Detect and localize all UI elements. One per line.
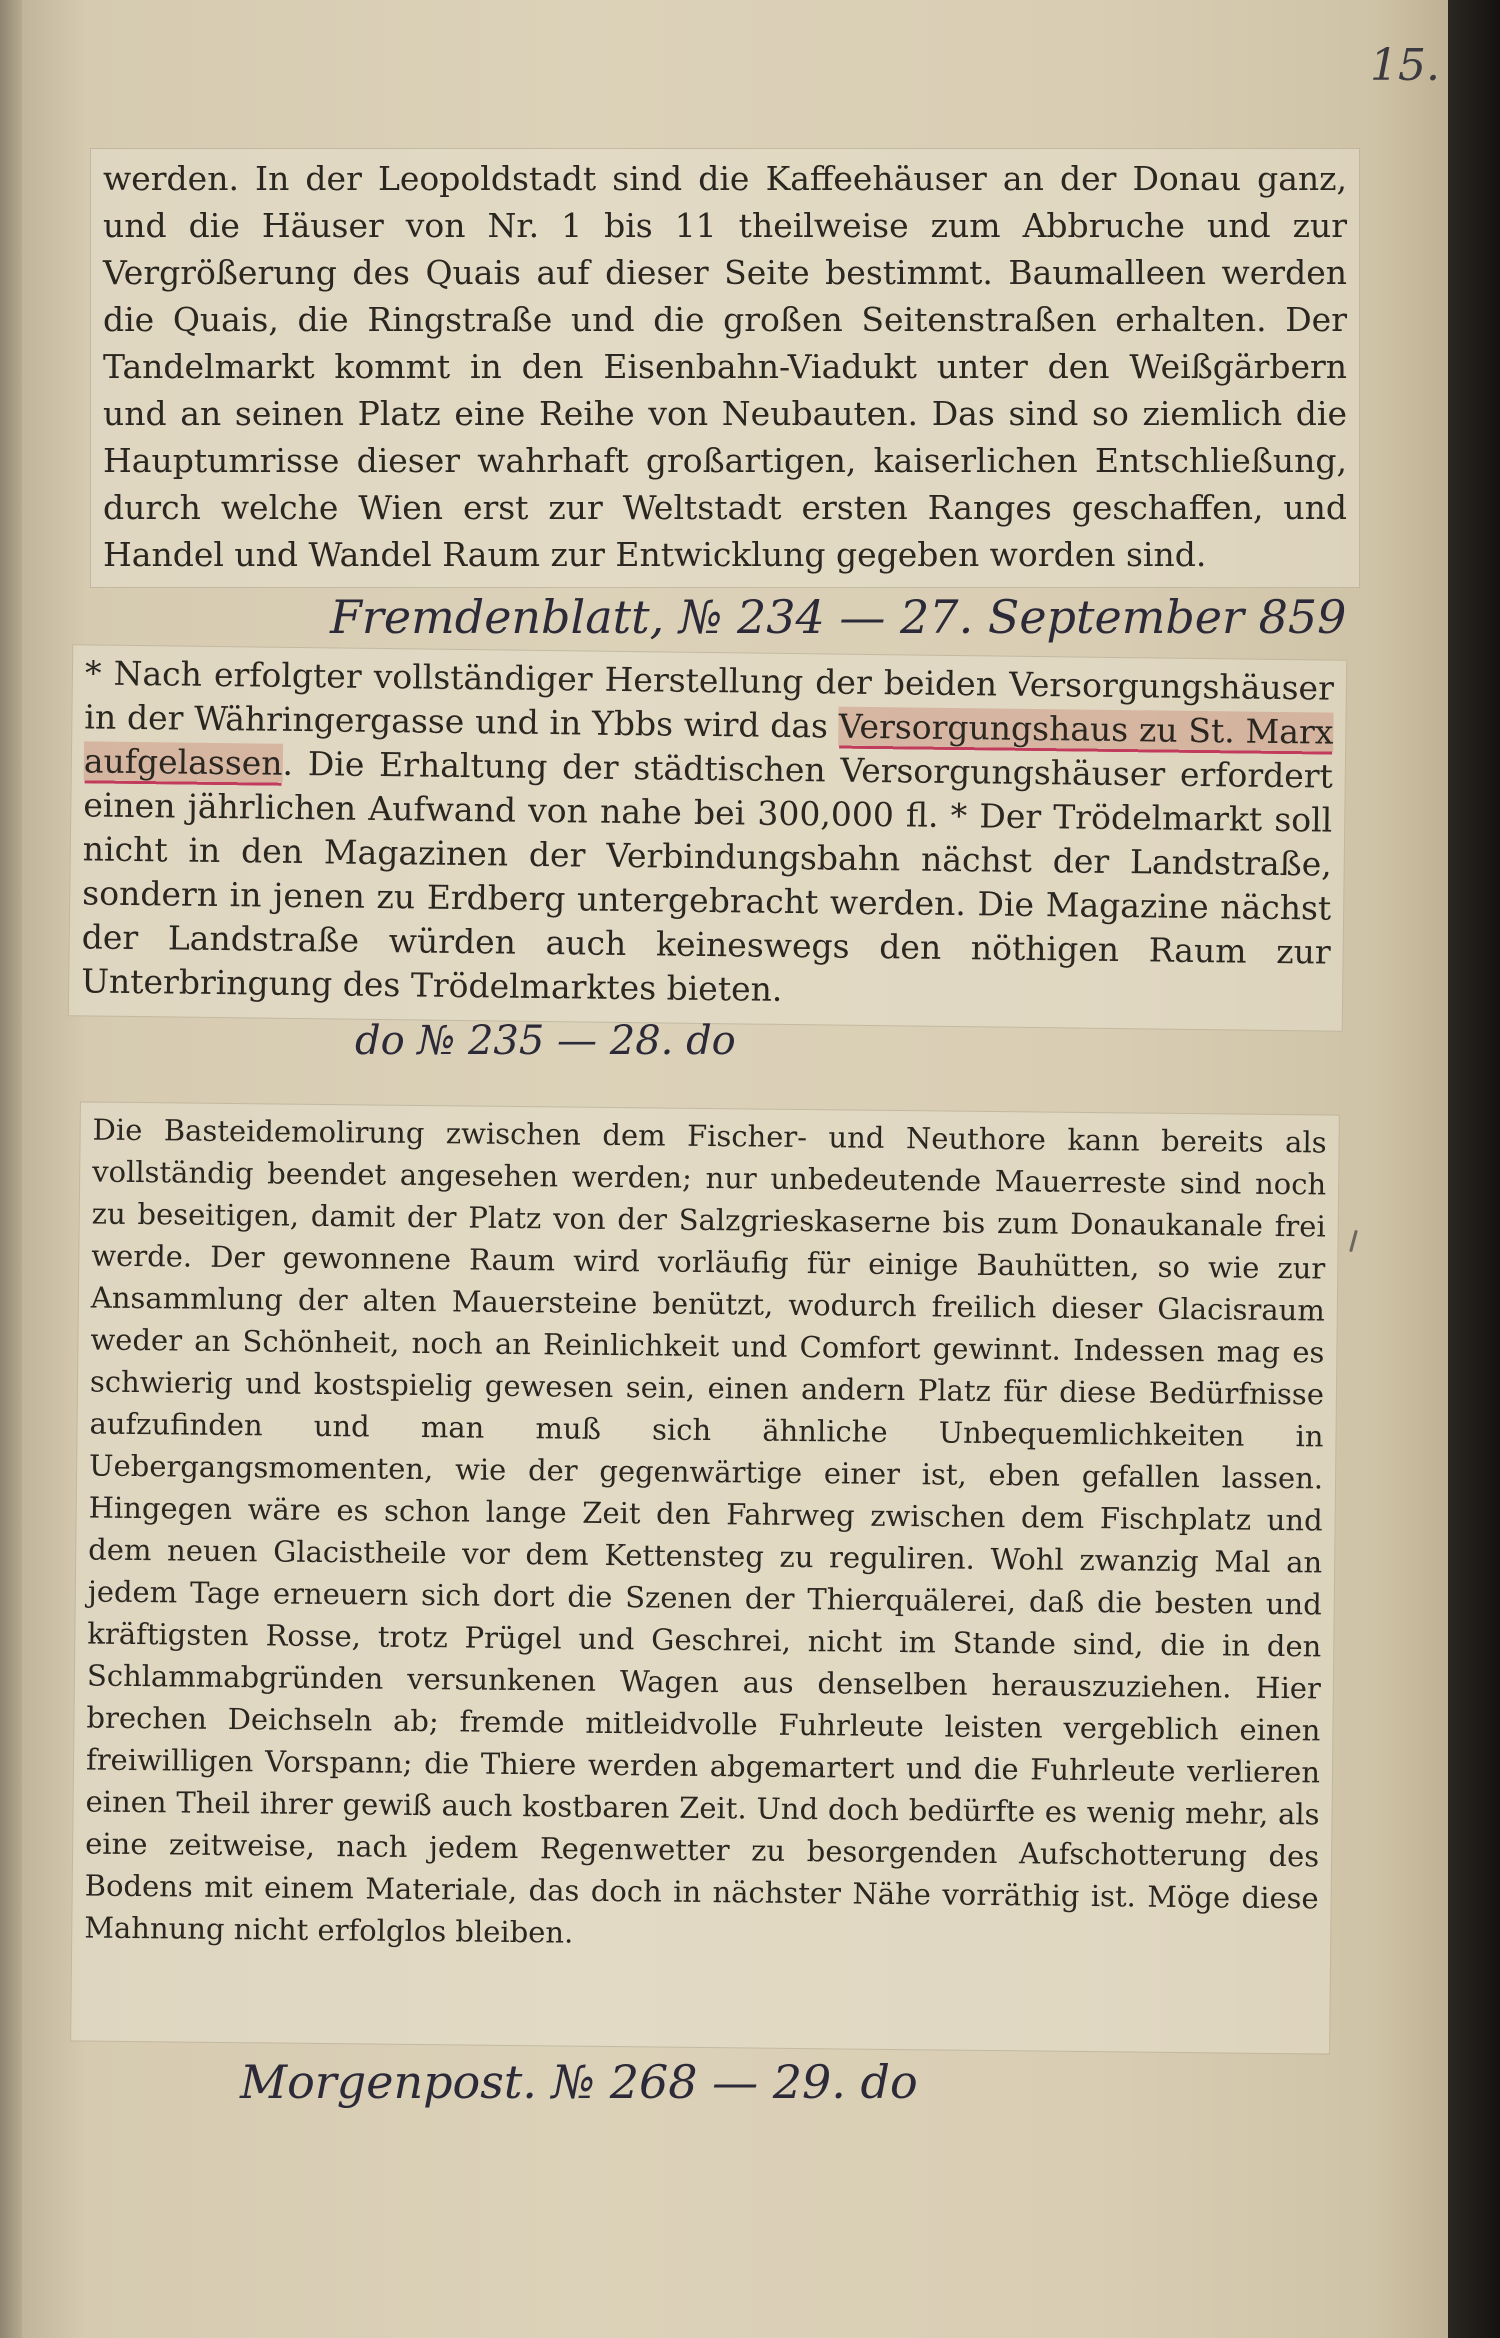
clipping-text-before: * Nach erfolgter vollständiger Herstellung der beiden Versorgungshäuser in der Währingergasse und in Ybbs wird das bbox=[84, 653, 1335, 746]
newspaper-clipping-2 bbox=[68, 644, 1347, 1032]
page-number: 15. bbox=[1370, 40, 1440, 91]
handwritten-source-note-1: Fremdenblatt, № 234 — 27. September 859 bbox=[330, 590, 1347, 644]
book-edge bbox=[1448, 0, 1500, 2338]
newspaper-clipping-1 bbox=[90, 148, 1360, 588]
clipping-text bbox=[81, 651, 1334, 1018]
handwritten-source-note-3: Morgenpost. № 268 — 29. do bbox=[240, 2055, 918, 2109]
handwritten-source-note-2: do № 235 — 28. do bbox=[355, 1018, 736, 1064]
clipping-text: werden. In der Leopoldstadt sind die Kaffeehäuser an der Donau ganz, und die Häuser von Nr. 1 bis 11 theilweise zum Abbruche und zur Vergrößerung des Quais auf dieser Seite bestimmt. Baumalleen werden die Quais, die Ringstraße und die großen Seitenstraßen erhalten. Der Tandelmarkt kommt in den Eisenbahn-Viadukt unter den Weißgärbern und an seinen Platz eine Reihe von Neubauten. Das sind so ziemlich die Hauptumrisse dieser wahrhaft großartigen, kaiserlichen Entschließung, durch welche Wien erst zur Weltstadt ersten Ranges geschaffen, und Handel und Wandel Raum zur Entwicklung gegeben worden sind. bbox=[103, 159, 1347, 574]
clipping-text-after: . Die Erhaltung der städtischen Versorgungshäuser erfordert einen jährlichen Aufwand von nahe bei 300,000 fl. * Der Trödelmarkt soll nicht in den Magazinen der Verbindungsbahn nächst der Landstraße, sondern in jenen zu Erdberg untergebracht werden. Die Magazine nächst der Landstraße würden auch keineswegs den nöthigen Raum zur Unterbringung des Trödelmarktes bieten. bbox=[80, 743, 1334, 1009]
clipping-text: Die Basteidemolirung zwischen dem Fischer- und Neuthore kann bereits als vollständig beendet angesehen werden; nur unbedeutende Mauerreste sind noch zu beseitigen, damit der Platz von der Salzgrieskaserne bis zum Donaukanale frei werde. Der gewonnene Raum wird vorläufig für einige Bauhütten, so wie zur Ansammlung der alten Mauersteine benützt, wodurch freilich dieser Glacisraum weder an Schönheit, noch an Reinlichkeit und Comfort gewinnt. Indessen mag es schwierig und kostspielig gewesen sein, einen andern Platz für diese Bedürfnisse aufzufinden und man muß sich ähnliche Unbequemlichkeiten in Uebergangsmomenten, wie der gegenwärtige einer ist, eben gefallen lassen. Hingegen wäre es schon lange Zeit den Fahrweg zwischen dem Fischplatz und dem neuen Glacistheile vor dem Kettensteg zu reguliren. Wohl zwanzig Mal an jedem Tage erneuern sich dort die Szenen der Thierquälerei, daß die besten und kräftigsten Rosse, trotz Prügel und Geschrei, nicht im Stande sind, die in den Schlammabgründen versunkenen Wagen aus denselben herauszuziehen. Hier brechen Deichseln ab; fremde mitleidvolle Fuhrleute leisten vergeblich einen freiwilligen Vorspann; die Thiere werden abgemartert und die Fuhrleute verlieren einen Theil ihrer gewiß auch kostbaren Zeit. Und doch bedürfte es wenig mehr, als eine zeitweise, nach jedem Regenwetter zu besorgenden Aufschotterung des Bodens mit einem Materiale, das doch in nächster Nähe vorräthig ist. Möge diese Mahnung nicht erfolglos bleiben. bbox=[84, 1112, 1327, 1950]
pencil-mark bbox=[1349, 1230, 1358, 1252]
newspaper-clipping-3 bbox=[70, 1101, 1340, 2054]
red-underlined-text: Versorgungshaus zu St. Marx aufgelassen bbox=[83, 706, 1334, 783]
